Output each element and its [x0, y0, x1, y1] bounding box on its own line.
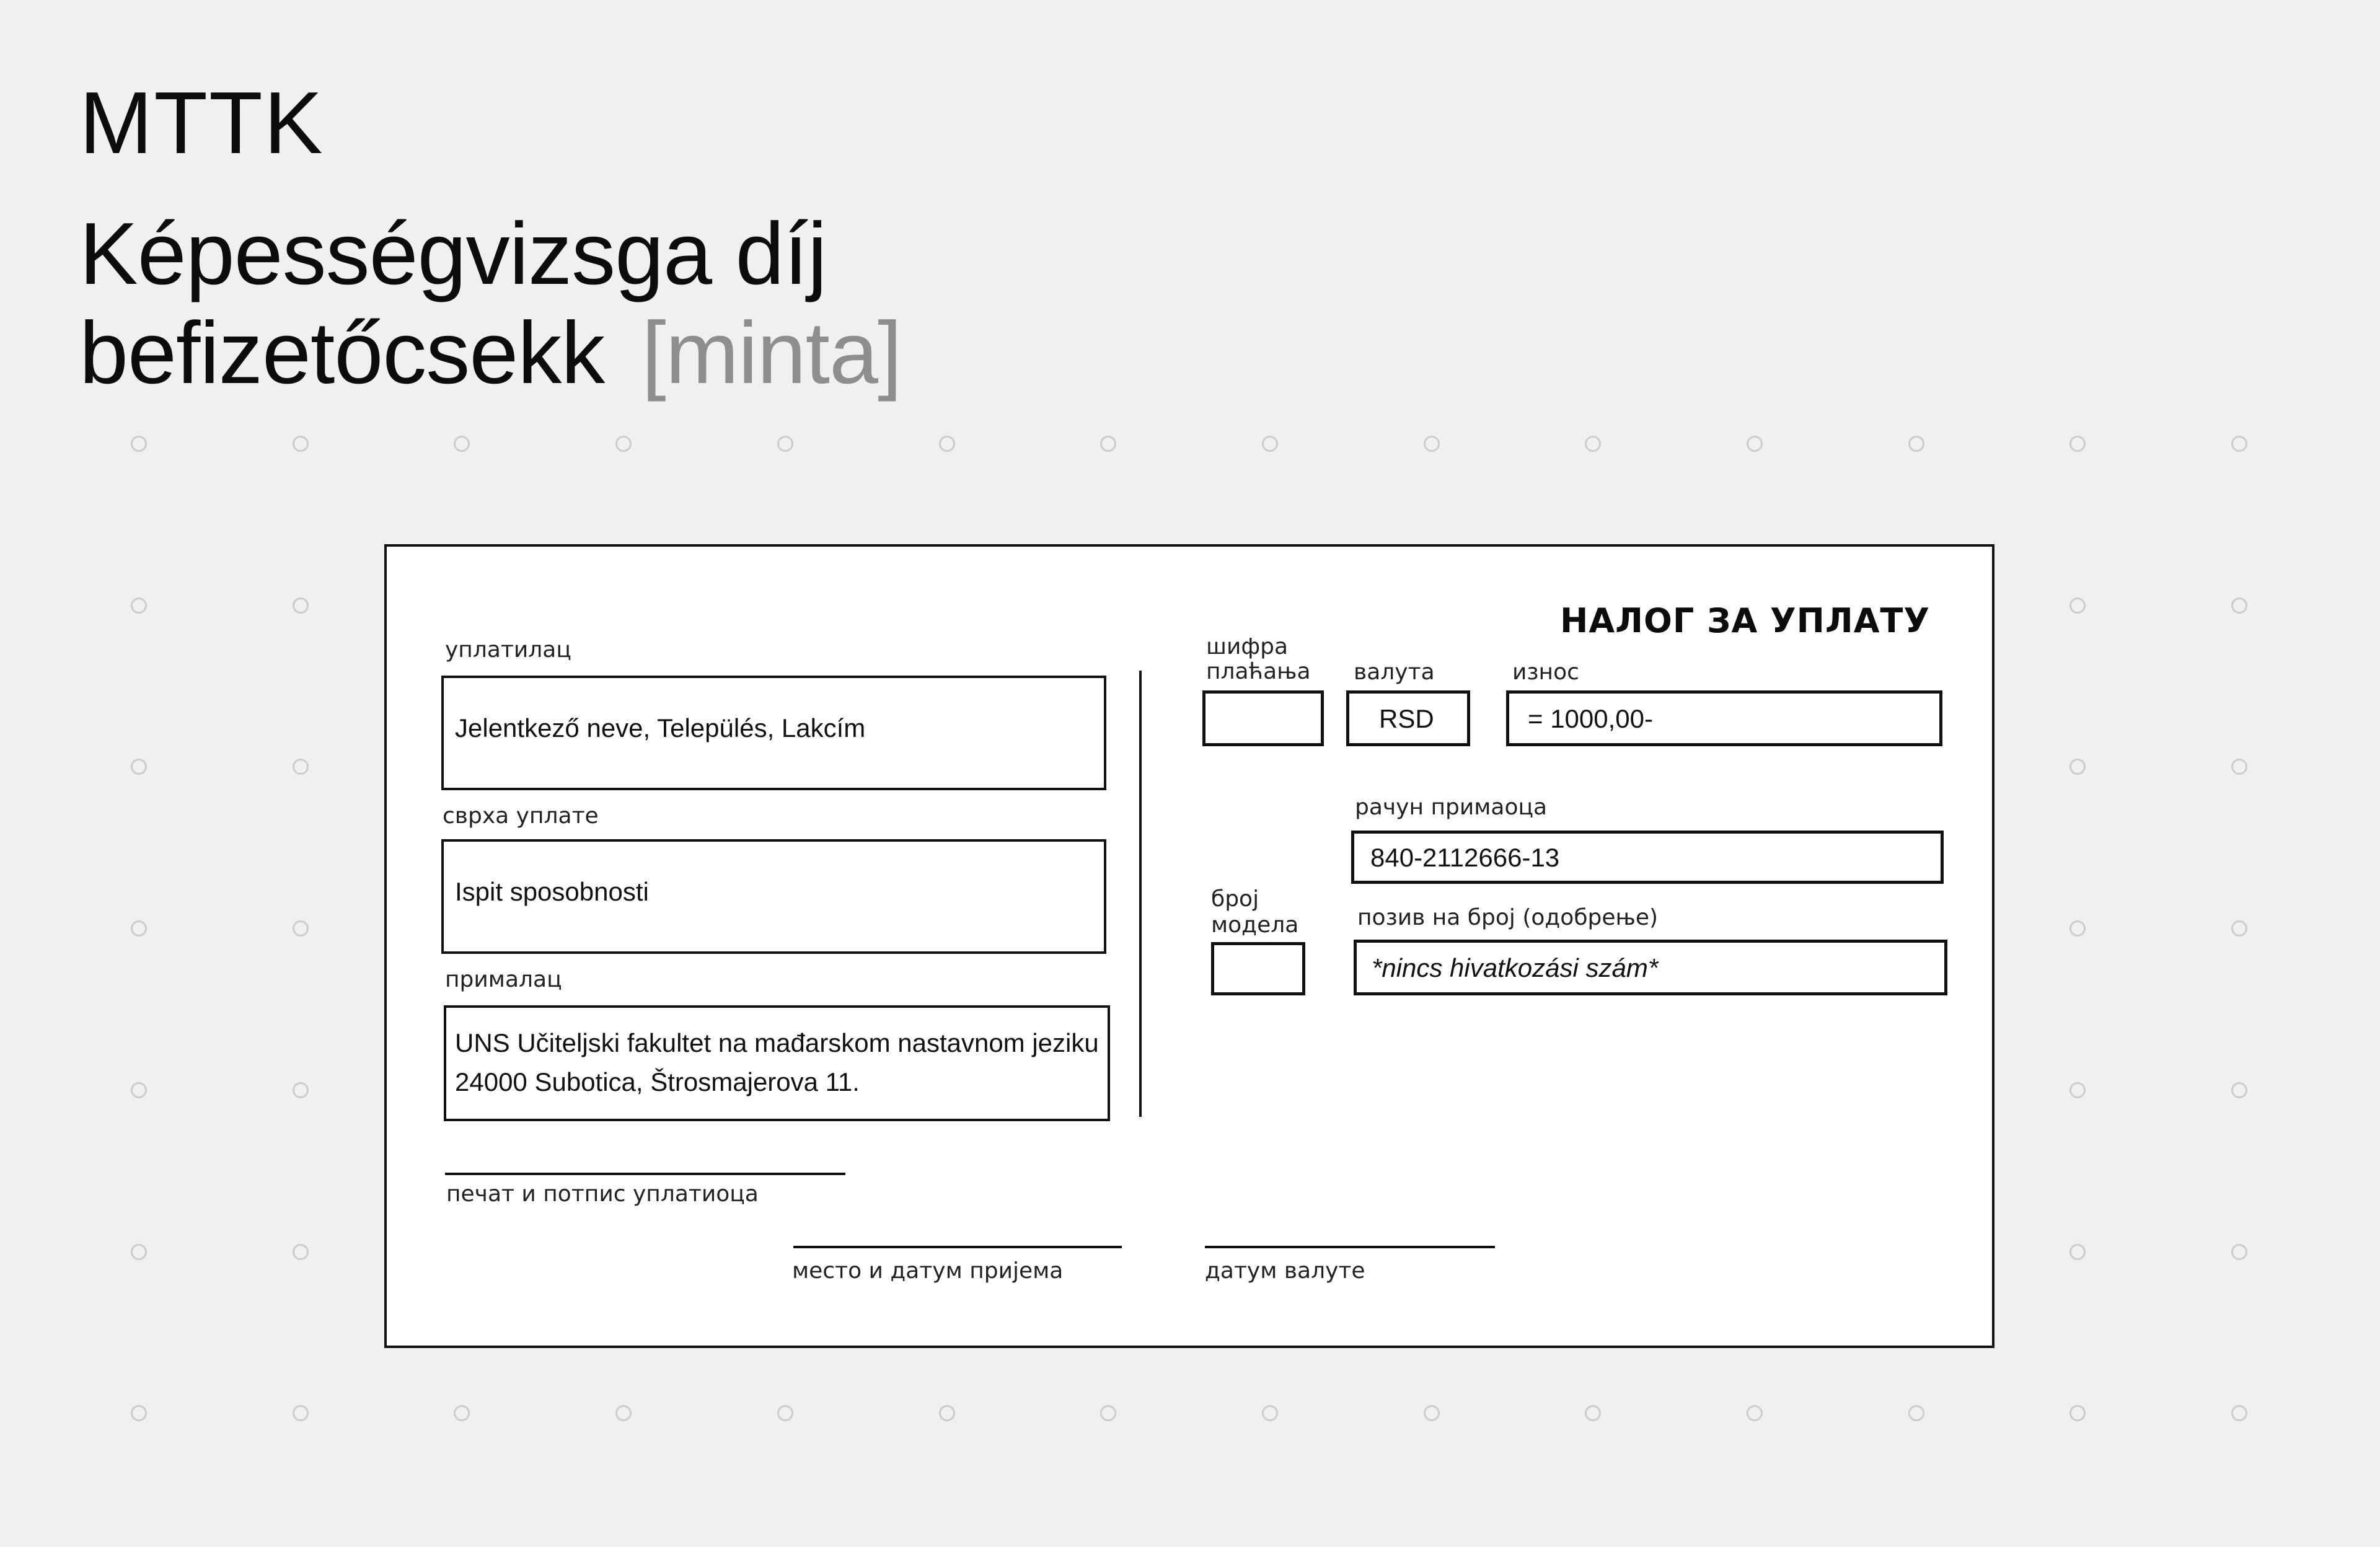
slip-title: НАЛОГ ЗА УПЛАТУ: [1560, 601, 1930, 640]
place-date-label: место и датум пријема: [792, 1258, 1064, 1284]
grid-dot: [293, 1244, 309, 1260]
grid-dot: [293, 1405, 309, 1421]
grid-dot: [1585, 1405, 1601, 1421]
grid-dot: [293, 597, 309, 614]
value-date-label: датум валуте: [1205, 1258, 1365, 1284]
grid-dot: [1747, 1405, 1763, 1421]
reference-label: позив на број (одобрење): [1357, 905, 1659, 930]
sample-tag: [minta]: [641, 304, 902, 402]
grid-dot: [2231, 920, 2247, 937]
column-divider: [1139, 671, 1142, 1117]
recipient-line-1: UNS Učiteljski fakultet na mađarskom nastavnom jeziku: [455, 1028, 1099, 1057]
grid-dot: [2231, 759, 2247, 775]
payment-code-field[interactable]: [1202, 690, 1324, 746]
grid-dot: [131, 920, 147, 937]
purpose-field[interactable]: [441, 839, 1106, 954]
signature-line: [445, 1173, 845, 1175]
recipient-label: прималац: [445, 967, 562, 992]
grid-dot: [1262, 1405, 1278, 1421]
grid-dot: [939, 1405, 955, 1421]
grid-dot: [1585, 436, 1601, 452]
grid-dot: [131, 759, 147, 775]
grid-dot: [1747, 436, 1763, 452]
model-label: [1211, 886, 1298, 938]
grid-dot: [293, 759, 309, 775]
grid-dot: [293, 1082, 309, 1098]
amount-value: = 1000,00-: [1528, 704, 1654, 733]
currency-field[interactable]: [1346, 690, 1470, 746]
amount-field[interactable]: [1506, 690, 1942, 746]
amount-label: износ: [1512, 659, 1579, 685]
grid-dot: [1424, 436, 1440, 452]
recipient-field[interactable]: [444, 1005, 1110, 1121]
payer-field[interactable]: [441, 676, 1106, 790]
grid-dot: [2231, 1405, 2247, 1421]
grid-dot: [2069, 597, 2086, 614]
title-line-2: befizetőcsekk: [79, 304, 605, 402]
currency-value: RSD: [1379, 704, 1434, 733]
place-date-line: [793, 1246, 1122, 1248]
grid-dot: [1100, 1405, 1116, 1421]
grid-dot: [1262, 436, 1278, 452]
grid-dot: [1424, 1405, 1440, 1421]
recipient-line-2: 24000 Subotica, Štrosmajerova 11.: [455, 1067, 860, 1096]
payment-code-label-line-2: плаћања: [1206, 659, 1311, 684]
grid-dot: [2231, 1082, 2247, 1098]
grid-dot: [2069, 1244, 2086, 1260]
model-label-line-1: број: [1211, 886, 1259, 912]
grid-dot: [2069, 1082, 2086, 1098]
payer-label: уплатилац: [445, 637, 571, 663]
signature-label: печат и потпис уплатиоца: [446, 1181, 759, 1207]
payment-code-label: [1206, 635, 1311, 684]
payer-value: Jelentkező neve, Település, Lakcím: [455, 713, 866, 743]
grid-dot: [293, 920, 309, 937]
grid-dot: [777, 436, 793, 452]
purpose-value: Ispit sposobnosti: [455, 877, 649, 906]
title-line-1: Képességvizsga díj: [79, 205, 827, 303]
grid-dot: [454, 1405, 470, 1421]
grid-dot: [2069, 759, 2086, 775]
reference-field[interactable]: [1354, 940, 1947, 995]
grid-dot: [1908, 436, 1924, 452]
grid-dot: [2231, 597, 2247, 614]
model-field[interactable]: [1211, 942, 1305, 995]
grid-dot: [2069, 1405, 2086, 1421]
grid-dot: [2069, 920, 2086, 937]
page-title: [79, 205, 901, 403]
currency-label: валута: [1354, 659, 1435, 685]
brand-name: MTTK: [79, 74, 324, 172]
grid-dot: [1908, 1405, 1924, 1421]
payment-code-label-line-1: шифра: [1206, 634, 1289, 659]
grid-dot: [131, 436, 147, 452]
grid-dot: [2231, 436, 2247, 452]
grid-dot: [1100, 436, 1116, 452]
grid-dot: [131, 1405, 147, 1421]
account-value: 840-2112666-13: [1370, 843, 1560, 872]
grid-dot: [615, 1405, 632, 1421]
reference-value: *nincs hivatkozási szám*: [1372, 953, 1659, 982]
grid-dot: [131, 1244, 147, 1260]
value-date-line: [1205, 1246, 1495, 1248]
account-field[interactable]: [1351, 831, 1944, 884]
grid-dot: [454, 436, 470, 452]
grid-dot: [777, 1405, 793, 1421]
grid-dot: [2069, 436, 2086, 452]
grid-dot: [131, 1082, 147, 1098]
grid-dot: [939, 436, 955, 452]
account-label: рачун примаоца: [1355, 795, 1548, 820]
grid-dot: [131, 597, 147, 614]
grid-dot: [293, 436, 309, 452]
payment-slip: [384, 544, 1994, 1348]
model-label-line-2: модела: [1211, 912, 1299, 938]
grid-dot: [615, 436, 632, 452]
grid-dot: [2231, 1244, 2247, 1260]
purpose-label: сврха уплате: [443, 803, 599, 829]
